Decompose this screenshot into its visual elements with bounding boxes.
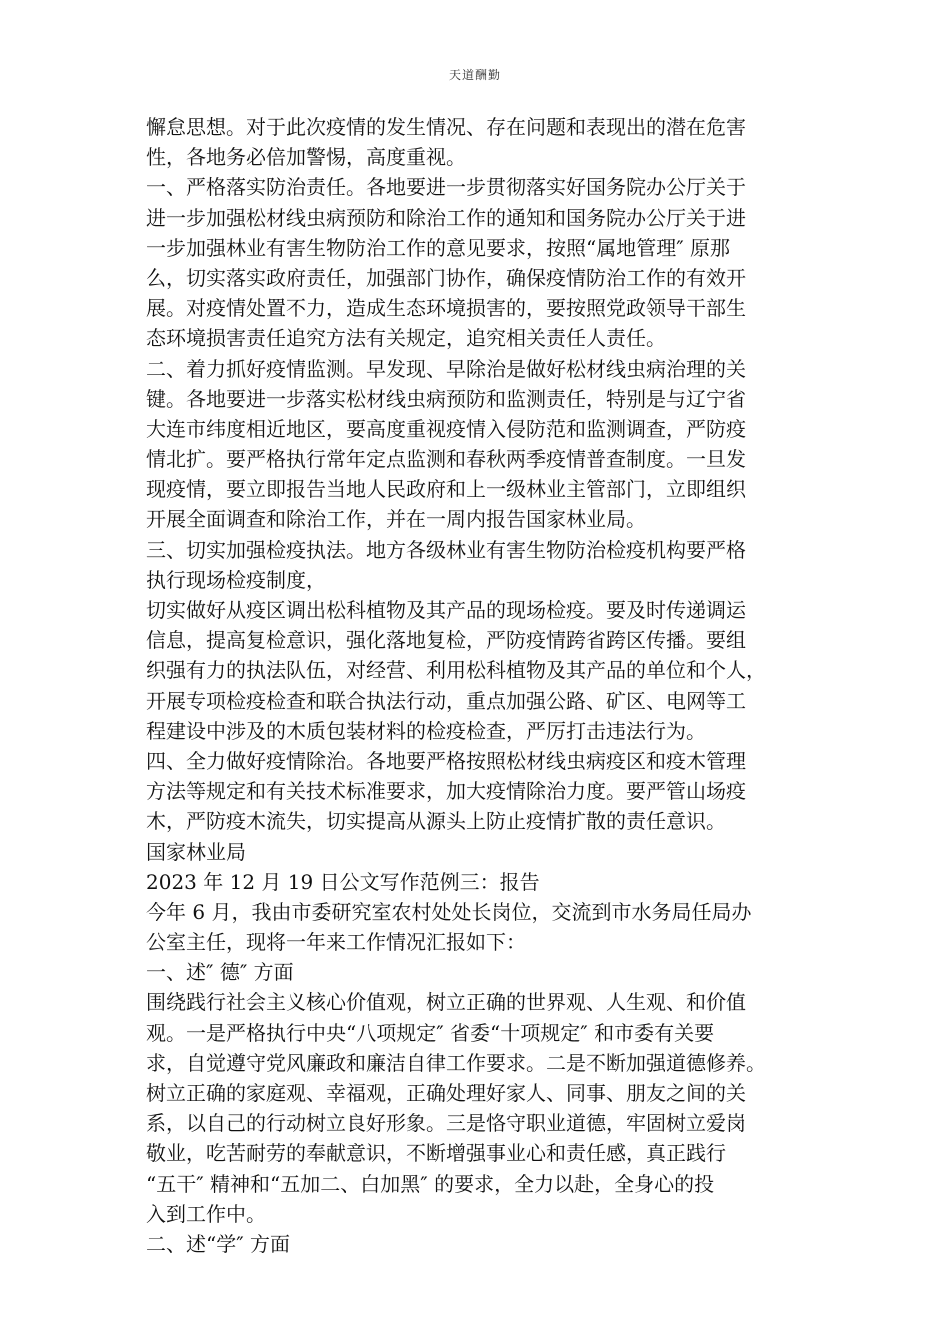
section-heading-2: 二、着力抓好疫情监测。早发现、早除治是做好松材线虫病治理的关 (146, 356, 746, 381)
text-line: 系，以自己的行动树立良好形象。三是恪守职业道德，牢固树立爱岗 (146, 1111, 746, 1136)
text-line: 切实做好从疫区调出松科植物及其产品的现场检疫。要及时传递调运 (146, 598, 746, 622)
section-heading-3: 三、切实加强检疫执法。地方各级林业有害生物防治检疫机构要严格 (146, 537, 746, 562)
text-line: 性，各地务必倍加警惕，高度重视。 (146, 145, 466, 170)
text-line: 程建设中涉及的木质包装材料的检疫检查，严厉打击违法行为。 (146, 718, 706, 743)
text-line: 执行现场检疫制度， (146, 567, 326, 592)
text-line: 今年 6 月，我由市委研究室农村处处长岗位，交流到市水务局任局办 (146, 899, 752, 924)
text-line: 么，切实落实政府责任，加强部门协作，确保疫情防治工作的有效开 (146, 265, 746, 290)
section-heading-1: 一、严格落实防治责任。各地要进一步贯彻落实好国务院办公厅关于 (146, 175, 746, 200)
text-line: 围绕践行社会主义核心价值观，树立正确的世界观、人生观、和价值 (146, 990, 746, 1015)
text-line: 观。一是严格执行中央“八项规定″ 省委“十项规定″ 和市委有关要 (146, 1020, 715, 1045)
text-line: 求，自觉遵守党风廉政和廉洁自律工作要求。二是不断加强道德修养。 (146, 1050, 766, 1075)
text-line: 态环境损害责任追究方法有关规定，追究相关责任人责任。 (146, 326, 666, 351)
text-line: “五干″ 精神和“五加二、白加黑″ 的要求，全力以赴，全身心的投 (146, 1171, 715, 1196)
page-header: 天道酬勤 (448, 68, 501, 82)
text-line: 入到工作中。 (146, 1201, 266, 1226)
text-line: 懈怠思想。对于此次疫情的发生情况、存在问题和表现出的潜在危害 (146, 115, 746, 139)
text-line: 展。对疫情处置不力，造成生态环境损害的，要按照党政领导干部生 (146, 296, 746, 321)
section-heading-4: 四、全力做好疫情除治。各地要严格按照松材线虫病疫区和疫木管理 (146, 748, 746, 773)
text-line: 织强有力的执法队伍，对经营、利用松科植物及其产品的单位和个人， (146, 658, 766, 683)
report-heading-1: 一、述″ 德″ 方面 (146, 960, 294, 985)
text-line: 敬业，吃苦耐劳的奉献意识，不断增强事业心和责任感，真正践行 (146, 1141, 726, 1166)
text-line: 木，严防疫木流失，切实提高从源头上防止疫情扩散的责任意识。 (146, 809, 726, 834)
text-line: 公室主任，现将一年来工作情况汇报如下： (146, 930, 526, 955)
text-line: 键。各地要进一步落实松材线虫病预防和监测责任，特别是与辽宁省 (146, 386, 746, 411)
text-line: 大连市纬度相近地区，要高度重视疫情入侵防范和监测调查，严防疫 (146, 416, 746, 441)
text-line: 信息，提高复检意识，强化落地复检，严防疫情跨省跨区传播。要组 (146, 628, 746, 653)
text-line: 现疫情，要立即报告当地人民政府和上一级林业主管部门，立即组织 (146, 477, 746, 502)
text-line: 进一步加强松材线虫病预防和除治工作的通知和国务院办公厅关于进 (146, 205, 746, 230)
text-line: 树立正确的家庭观、幸福观，正确处理好家人、同事、朋友之间的关 (146, 1081, 746, 1105)
date-and-title: 2023 年 12 月 19 日公文写作范例三：报告 (146, 869, 540, 894)
text-line: 一步加强林业有害生物防治工作的意见要求，按照“属地管理″ 原那 (146, 235, 731, 260)
text-line: 情北扩。要严格执行常年定点监测和春秋两季疫情普查制度。一旦发 (146, 447, 746, 472)
document-body (146, 112, 816, 1259)
signature-organization: 国家林业局 (146, 839, 246, 864)
report-heading-2: 二、述“学″ 方面 (146, 1231, 291, 1256)
text-line: 开展专项检疫检查和联合执法行动，重点加强公路、矿区、电网等工 (146, 688, 746, 713)
text-line: 开展全面调查和除治工作，并在一周内报告国家林业局。 (146, 507, 646, 532)
text-line: 方法等规定和有关技术标准要求，加大疫情除治力度。要严管山场疫 (146, 779, 746, 804)
